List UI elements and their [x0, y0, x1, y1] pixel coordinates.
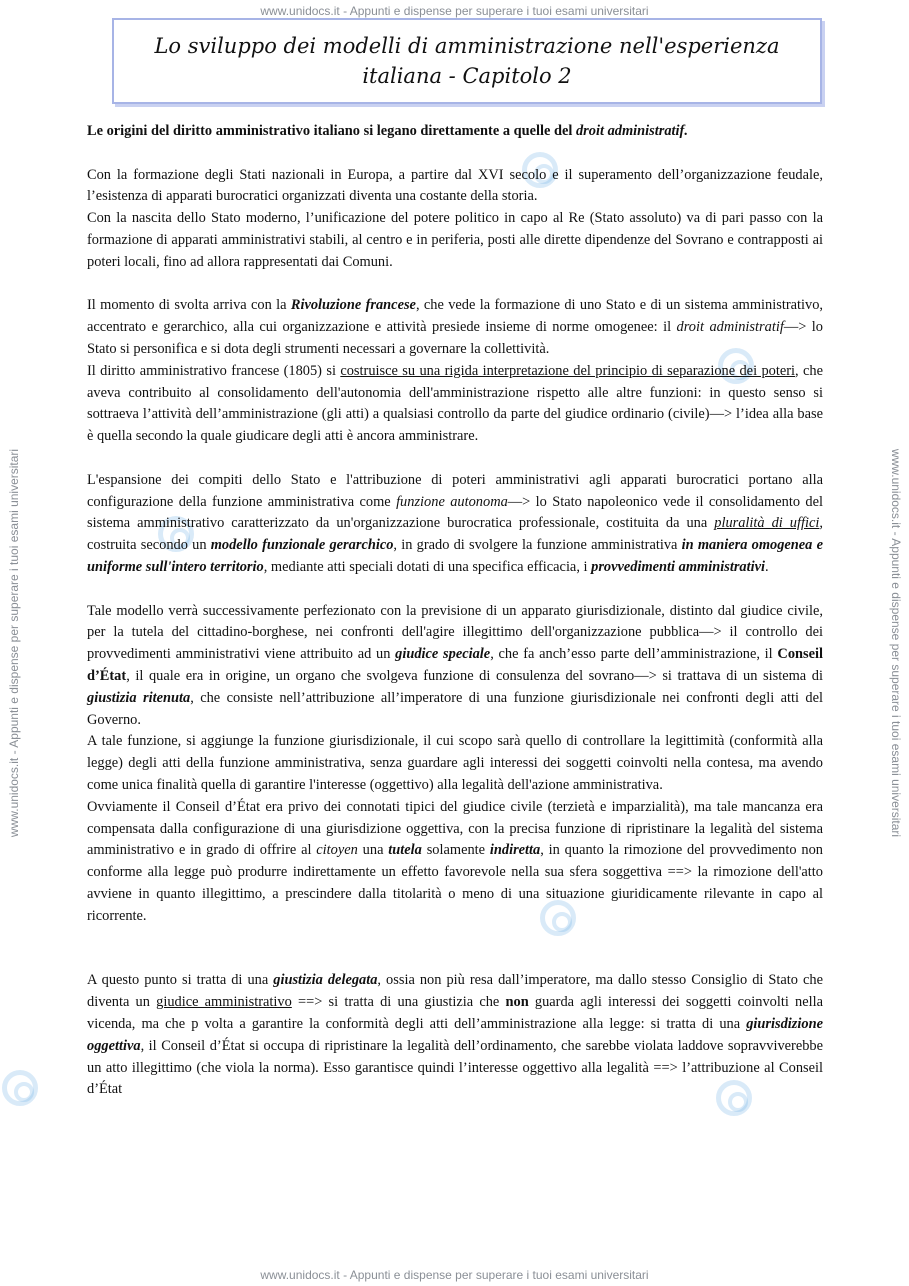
- p6-italic-b: funzione autonoma: [396, 493, 508, 510]
- p7-text-a: Tale modello verrà successivamente perfezionato con la previsione di un apparato giurisdizionale, distinto dal giudice civile, per la tutela del cittadino-borghese, nei confronti dell'agire illegittimo dell'organizzazione pubblica—> il controllo dei provvedimenti amministrativi viene attribuito ad un: [87, 602, 823, 663]
- p6-text-c: —> lo Stato napoleonico vede il consolidamento del sistema amministrativo caratterizzato da un'organizzazione burocratica professionale, costituita da una: [87, 493, 823, 532]
- paragraph-7: [87, 601, 823, 732]
- p10-underline-d: giudice amministrativo: [156, 994, 292, 1011]
- p8-text: A tale funzione, si aggiunge la funzione giurisdizionale, il cui scopo sarà quello di controllare la legittimità (conformità alla legge) degli atti della funzione amministrativa, senza guardare agli interessi dei soggetti coinvolti nella contesa, ma avendo come unica finalità quella di garantire l'interesse (oggettivo) alla legalità dell'azione amministrativa.: [87, 733, 823, 793]
- p4-bold-italic: Rivoluzione francese: [290, 297, 416, 314]
- p4-text-e: —> lo Stato si personifica e si dota degli strumenti necessari a governare la collettività.: [87, 319, 823, 357]
- p9-text-g: , in quanto la rimozione del provvedimento non conforme alla legge può produrre indirettamente un effetto favorevole nella sua sfera soggettiva ==> la rimozione dell'atto avviene in quanto illegittimo, a prescindere dalla titolarità o meno di una situazione giuridicamente rilevante in capo al ricorrente.: [87, 842, 823, 924]
- watermark-top: www.unidocs.it - Appunti e dispense per superare i tuoi esami universitari: [260, 4, 649, 18]
- intro-emphasis: droit administratif.: [575, 123, 688, 139]
- p10-text-a: A questo punto si tratta di una: [87, 972, 274, 989]
- p5-text-a: Il diritto amministrativo francese (1805) si: [87, 362, 341, 379]
- p6-bold-italic-f: modello funzionale gerarchico: [210, 537, 394, 554]
- p4-text-a: Il momento di svolta arriva con la: [87, 297, 291, 314]
- paragraph-8: [87, 731, 823, 796]
- page-title: Lo sviluppo dei modelli di amministrazione nell'esperienza italiana - Capitolo 2: [154, 34, 780, 88]
- p7-text-e: , il quale era in origine, un organo che svolgeva funzione di consulenza del sovrano—> si trattava di un sistema di: [126, 667, 823, 684]
- p9-bold-italic-f: indiretta: [489, 842, 541, 859]
- p10-text-c: , ossia non più resa dall’imperatore, ma dallo stesso Consiglio di Stato che diventa un: [87, 972, 823, 1011]
- p9-bold-italic-d: tutela: [388, 842, 422, 859]
- p9-italic-b: citoyen: [316, 842, 358, 859]
- p9-text-e: solamente: [421, 842, 490, 859]
- p2-text: Con la formazione degli Stati nazionali in Europa, a partire dal XVI secolo e il superamento dell’organizzazione feudale, l’esistenza di apparati burocratici organizzati diventa una costante della storia.: [87, 166, 823, 205]
- unidocs-logo-icon: [2, 1070, 38, 1106]
- paragraph-4: [87, 295, 823, 360]
- p10-bold-italic-b: giustizia delegata: [273, 972, 378, 989]
- p9-text-c: una: [357, 842, 389, 859]
- p6-bold-italic-h: in maniera omogenea e uniforme sull'intero territorio: [87, 537, 823, 575]
- paragraph-5: [87, 361, 823, 448]
- p7-text-g: , che consiste nell’attribuzione all’imperatore di una funzione giurisdizionale nei confronti degli atti del Governo.: [87, 689, 823, 728]
- p5-text-c: , che aveva contribuito al consolidamento dell'autonomia dell'amministrazione rispetto alle altre funzioni: in questo senso si sottraeva l’attività dell’amministrazione (gli atti) a qualsiasi controllo da parte del giudice ordinario (civile)—> l’idea alla base è quella secondo la quale giudicare degli atti è ancora amministrare.: [87, 362, 823, 445]
- p10-text-e: ==> si tratta di una giustizia che: [291, 994, 506, 1011]
- watermark-left: www.unidocs.it - Appunti e dispense per superare i tuoi esami universitari: [7, 448, 21, 838]
- paragraph-2: [87, 165, 823, 209]
- watermark-bottom: www.unidocs.it - Appunti e dispense per superare i tuoi esami universitari: [260, 1268, 649, 1282]
- p7-bold-italic-f: giustizia ritenuta: [87, 689, 191, 706]
- p4-text-c: , che vede la formazione di uno Stato e di un sistema amministrativo, accentrato e gerarchico, alla cui organizzazione e attività presiede insieme di norme omogenee: il: [87, 297, 823, 336]
- p10-text-i: , il Conseil d’État si occupa di ripristinare la legalità dell’ordinamento, che sarebbe violata laddove sopravviverebbe un atto illegittimo (che viola la norma). Esso garantisce quindi l’interesse oggettivo alla legalità ==> l’attribuzione al Conseil d’État: [87, 1037, 823, 1098]
- p7-text-c: , che fa anch’esso parte dell’amministrazione, il: [490, 646, 778, 663]
- document-body: [87, 121, 823, 1101]
- p9-text-a: Ovviamente il Conseil d’État era privo dei connotati tipici del giudice civile (terzietà e imparzialità), ma tale mancanza era compensata dalla configurazione di una giurisdizione oggettiva, con la precisa funzione di ripristinare la legalità del sistema amministrativo e in grado di offrire al: [87, 798, 823, 859]
- p5-underline: costruisce su una rigida interpretazione del principio di separazione dei poteri: [340, 362, 796, 379]
- paragraph-intro: [87, 121, 823, 143]
- paragraph-3: [87, 208, 823, 273]
- p7-bold-italic-b: giudice speciale: [395, 646, 491, 663]
- p6-text-i: , mediante atti speciali dotati di una specifica efficacia, i: [263, 558, 592, 575]
- watermark-right: www.unidocs.it - Appunti e dispense per superare i tuoi esami universitari: [889, 448, 903, 838]
- p6-text-k: .: [765, 558, 769, 575]
- intro-text: Le origini del diritto amministrativo italiano si legano direttamente a quelle del: [87, 123, 576, 139]
- p10-text-g: guarda agli interessi dei soggetti coinvolti nella vicenda, ma che p volta a garantire la conformità degli atti dell’amministrazione alla legge: si tratta di una: [87, 994, 823, 1033]
- p6-bold-italic-j: provvedimenti amministrativi: [591, 558, 766, 575]
- p6-text-a: L'espansione dei compiti dello Stato e l'attribuzione di poteri amministrativi agli apparati burocratici portano alla configurazione della funzione amministrativa come: [87, 471, 823, 510]
- paragraph-9: [87, 797, 823, 928]
- p7-bold-d: Conseil d’État: [87, 646, 823, 684]
- p6-italic-underline: pluralità di uffici: [714, 515, 820, 532]
- p10-bold-italic-h: giurisdizione oggettiva: [87, 1016, 823, 1054]
- p10-bold-f: non: [505, 994, 529, 1011]
- title-box: [112, 18, 822, 104]
- p6-text-g: , in grado di svolgere la funzione amministrativa: [393, 537, 682, 554]
- p3-text: Con la nascita dello Stato moderno, l’unificazione del potere politico in capo al Re (Stato assoluto) va di pari passo con la formazione di apparati amministrativi stabili, al centro e in periferia, posti alle dirette dipendenze del Sovrano e contrapposti ai poteri locali, fino ad allora rappresentati dai Comuni.: [87, 210, 823, 270]
- paragraph-10: [87, 970, 823, 1101]
- p6-text-e: , costruita secondo un: [87, 515, 823, 554]
- paragraph-6: [87, 470, 823, 579]
- p4-italic: droit administratif: [676, 319, 784, 336]
